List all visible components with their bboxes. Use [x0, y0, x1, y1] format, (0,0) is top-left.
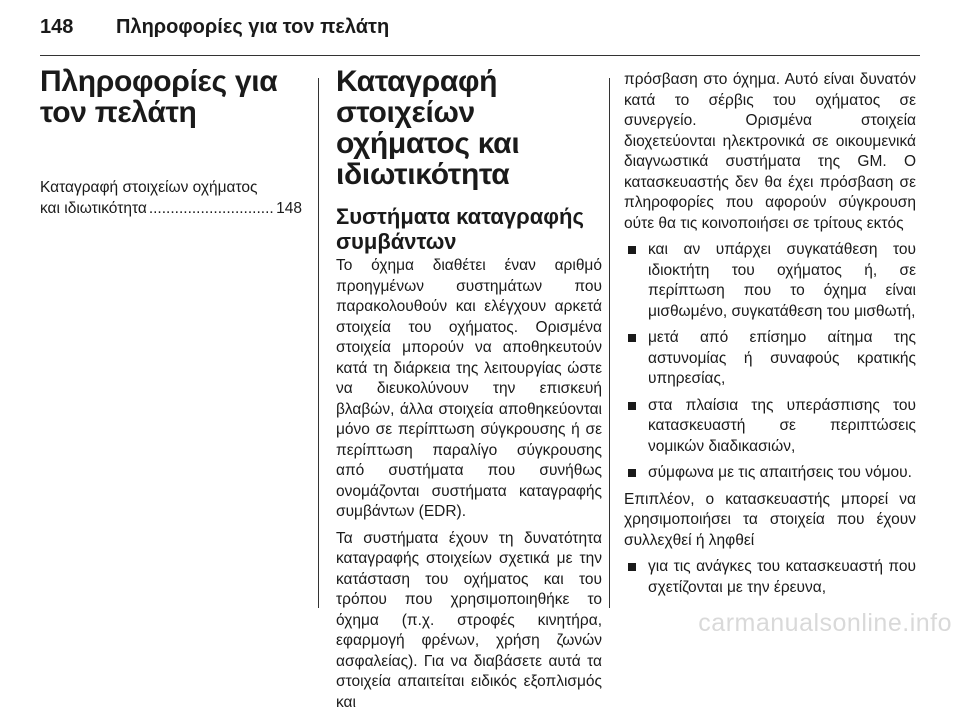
header-title: Πληροφορίες για τον πελάτη [116, 16, 390, 38]
square-bullet-icon [628, 469, 636, 477]
list-item [624, 463, 916, 484]
list-item-text: και αν υπάρχει συγκατάθεση του ιδιοκτήτη του οχήματος ή, σε περίπτωση που το όχημα είναι μισθωμένο, συγκατάθεση του μισθωτή, [648, 241, 916, 320]
column-right [624, 70, 916, 604]
list-item [624, 557, 916, 598]
toc-dot-leader [149, 199, 274, 220]
body-paragraph: Τα συστήματα έχουν τη δυνατότητα καταγραφής στοιχείων σχετικά με την κατάσταση του οχήματος και του τρόπου που χρησιμοποιηθήκε το όχημα (π.χ. στροφές κινητήρα, εφαρμογή φρένων, χρήση ζωνών ασφαλείας). Για να διαβάσετε αυτά τα στοιχεία απαιτείται ειδικός εξοπλισμός και [336, 529, 602, 711]
list-item [624, 328, 916, 390]
list-item-text: στα πλαίσια της υπεράσπισης του κατασκευαστή σε περιπτώσεις νομικών διαδικασιών, [648, 396, 916, 455]
toc-entry[interactable] [40, 178, 302, 219]
list-item [624, 240, 916, 322]
list-item [624, 396, 916, 458]
square-bullet-icon [628, 402, 636, 410]
chapter-heading: Πληροφορίες για τον πελάτη [40, 65, 278, 129]
page-header [40, 14, 920, 40]
section-heading: Καταγραφή στοιχείων οχήματος και ιδιωτικότητα [336, 65, 520, 191]
column-divider-2 [609, 78, 610, 608]
list-item-text: μετά από επίσημο αίτημα της αστυνομίας ή συναφούς κρατικής υπηρεσίας, [648, 329, 916, 387]
body-paragraph: Επιπλέον, ο κατασκευαστής μπορεί να χρησιμοποιήσει τα στοιχεία που έχουν συλλεχθεί ή ληφθεί [624, 490, 916, 549]
column-middle [336, 66, 602, 719]
list-item-text: για τις ανάγκες του κατασκευαστή που σχετίζονται με την έρευνα, [648, 558, 916, 596]
header-divider [40, 55, 920, 56]
toc-entry-title-line2: και ιδιωτικότητα [40, 199, 147, 217]
toc-entry-title-line1: Καταγραφή στοιχείων οχήματος [40, 179, 258, 196]
square-bullet-icon [628, 334, 636, 342]
column-divider-1 [318, 78, 319, 608]
bullet-list [624, 240, 916, 484]
watermark-text: carmanualsonline.info [698, 609, 952, 637]
toc-entry-page: 148 [276, 199, 302, 217]
toc-entry-line2 [40, 199, 302, 220]
bullet-list [624, 557, 916, 598]
square-bullet-icon [628, 563, 636, 571]
body-paragraph: Το όχημα διαθέτει έναν αριθμό προηγμένων συστημάτων που παρακολουθούν και ελέγχουν αρκετά στοιχεία του οχήματος. Ορισμένα στοιχεία μπορούν να αποθηκευτούν κατά τη διάρκεια της λειτουργίας ώστε να διευκολύνουν την επισκευή βλαβών, άλλα στοιχεία αποθηκεύονται μόνο σε περίπτωση σύγκρουσης ή σε περίπτωση παραλίγο σύγκρουσης από συστήματα που συνήθως ονομάζονται συστήματα καταγραφής συμβάντων (EDR). [336, 257, 602, 520]
page-number: 148 [40, 16, 74, 38]
body-paragraph: πρόσβαση στο όχημα. Αυτό είναι δυνατόν κατά το σέρβις του οχήματος σε συνεργείο. Ορισμένα στοιχεία διοχετεύονται ηλεκτρονικά σε οικουμενικά διαγνωστικά συστήματα της GM. Ο κατασκευαστής δεν θα έχει πρόσβαση σε πληροφορίες που αφορούν σύγκρουση ούτε θα τις κοινοποιήσει σε τρίτους εκτός [624, 71, 916, 232]
subsection-heading: Συστήματα καταγραφής συμβάντων [336, 204, 584, 254]
column-left [40, 66, 302, 219]
square-bullet-icon [628, 246, 636, 254]
list-item-text: σύμφωνα με τις απαιτήσεις του νόμου. [648, 464, 912, 481]
